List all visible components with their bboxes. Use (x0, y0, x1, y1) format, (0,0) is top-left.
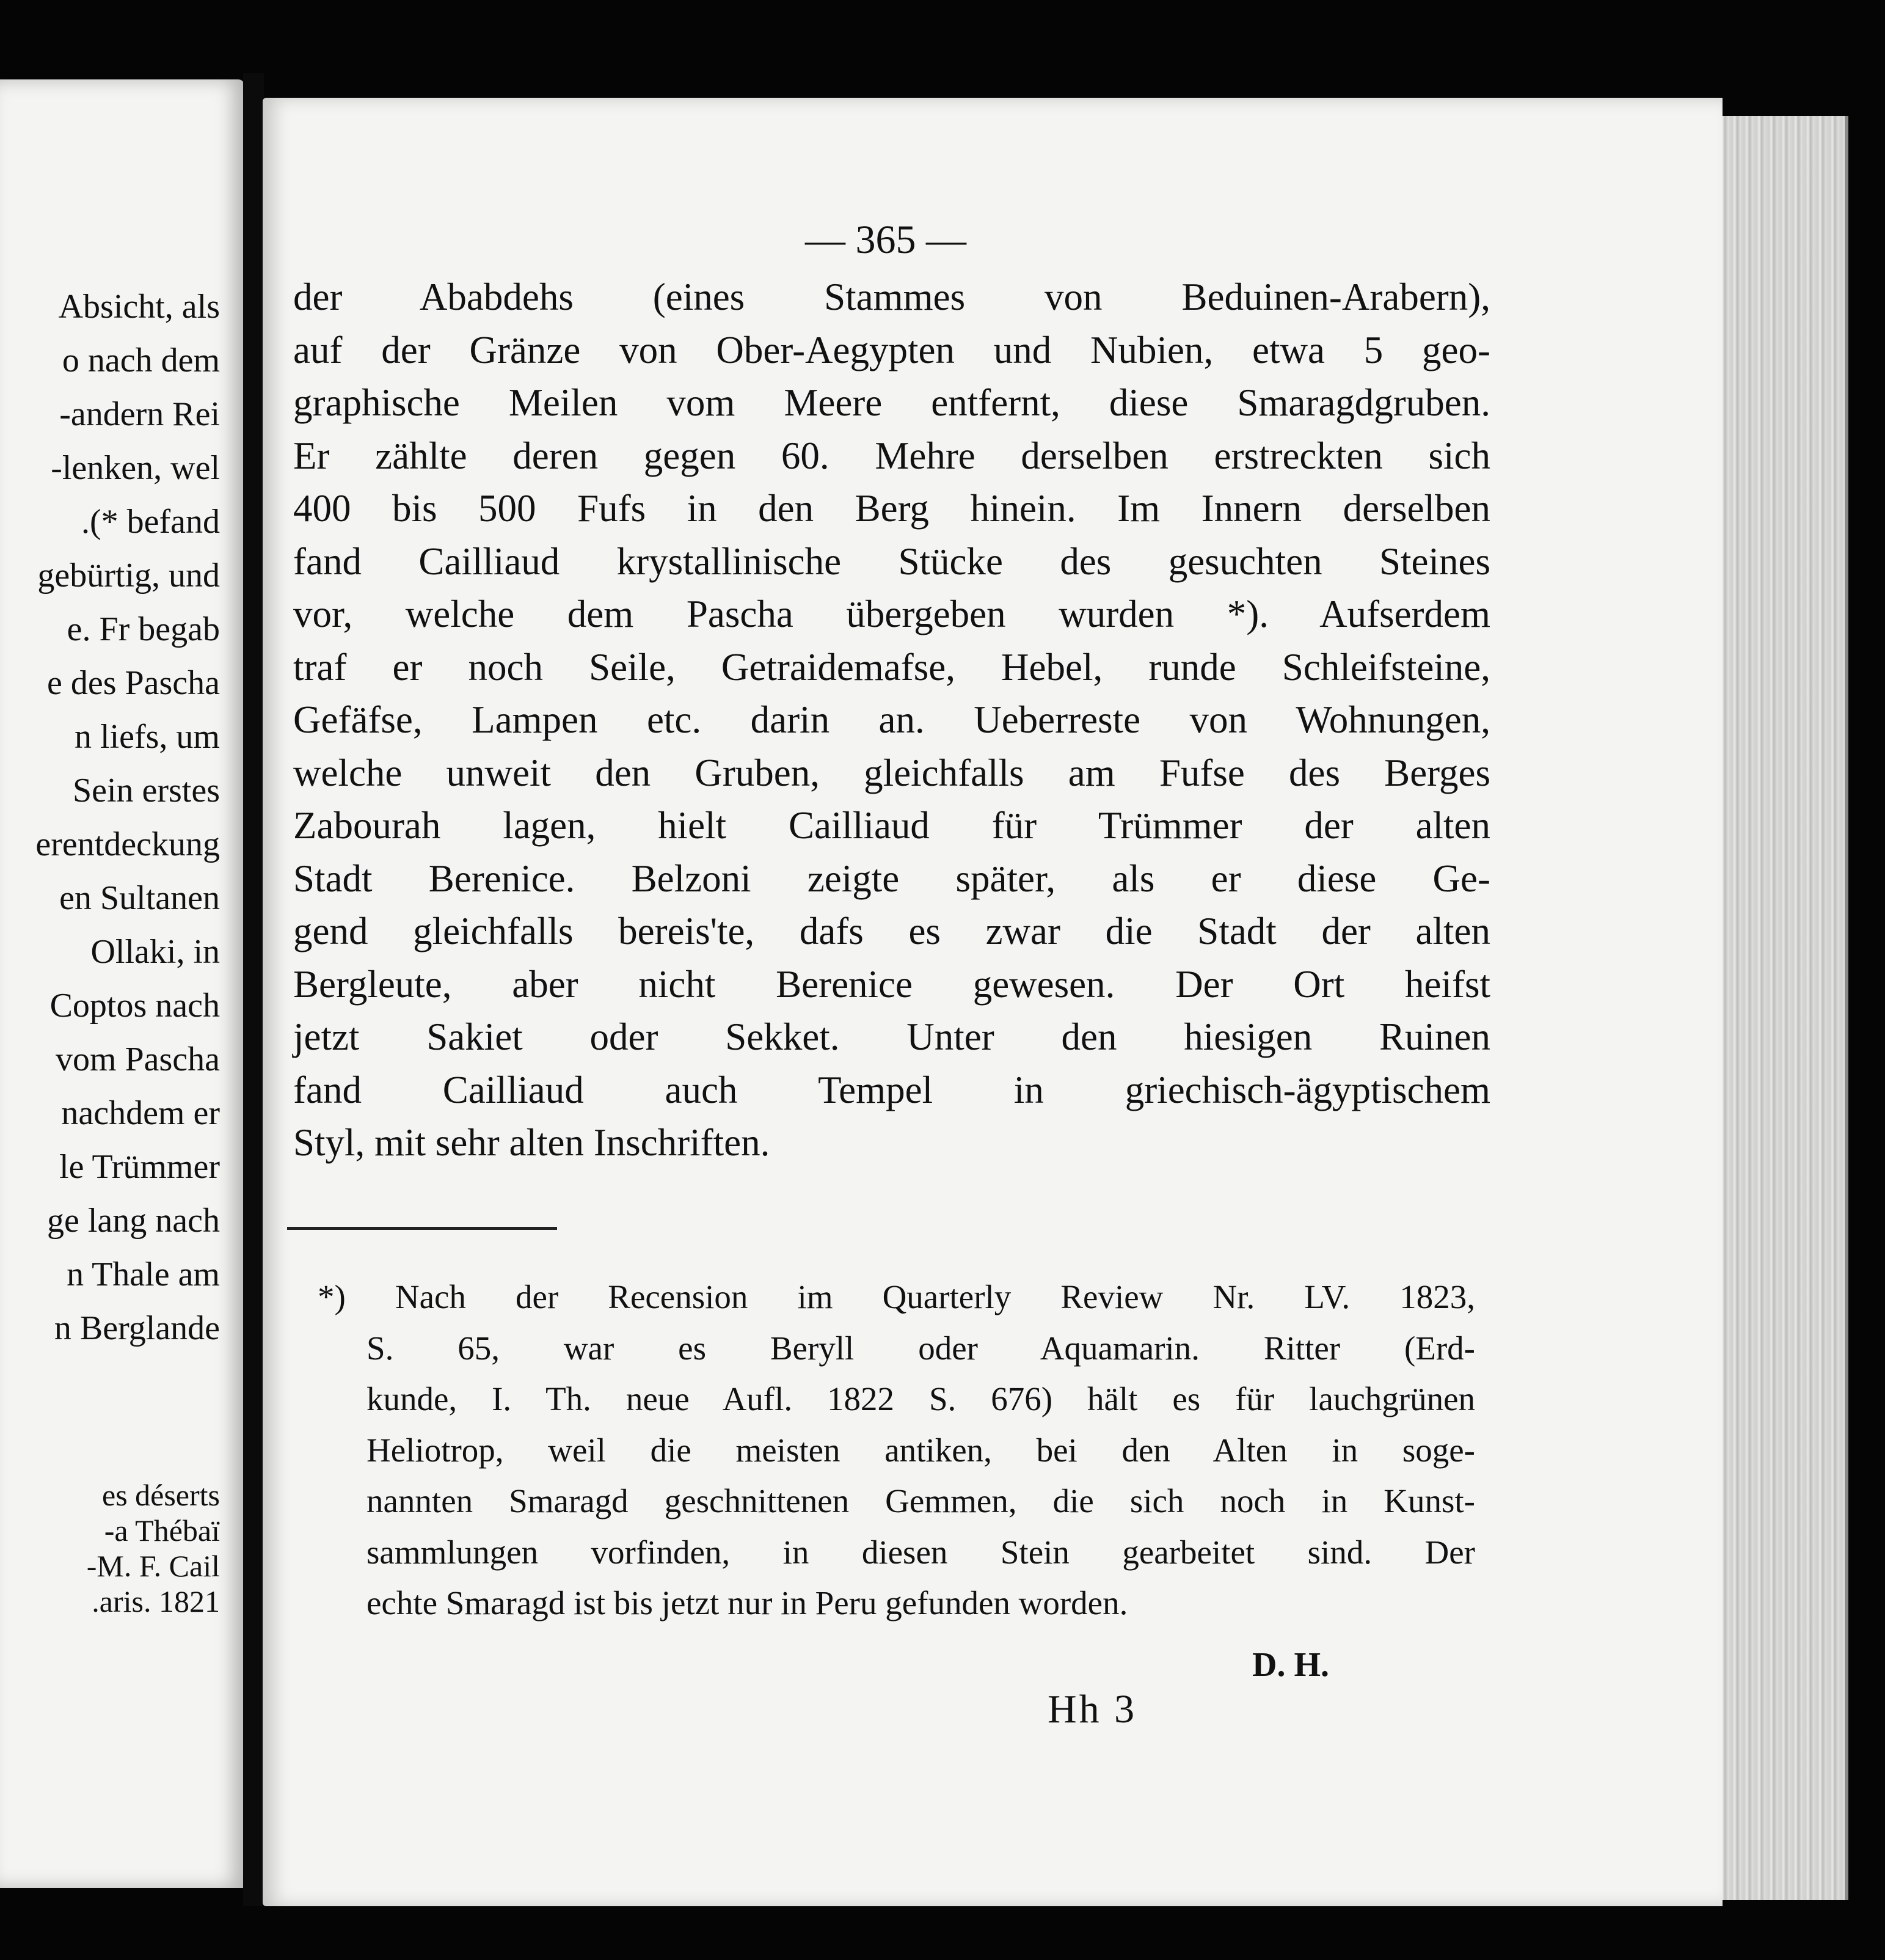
left-page-footnote-line: es déserts (102, 1478, 220, 1512)
body-line: Zabourah lagen, hielt Cailliaud für Trümmer der alten (293, 804, 1490, 847)
left-page-line: Ollaki, in (90, 933, 220, 971)
page-edges (1704, 116, 1848, 1900)
footnote-rule (287, 1227, 557, 1230)
left-page-line: n Berglande (54, 1309, 220, 1347)
footnote-line: sammlungen vorfinden, in diesen Stein gearbeitet sind. Der (366, 1533, 1475, 1571)
left-page-line: n Thale am (67, 1256, 220, 1293)
left-page-line: en Sultanen (59, 879, 220, 917)
left-page-footnote-line: a Thébaï- (104, 1513, 220, 1548)
body-line: Bergleute, aber nicht Berenice gewesen. Der Ort heifst (293, 962, 1490, 1006)
body-line: 400 bis 500 Fufs in den Berg hinein. Im Innern derselben (293, 487, 1490, 530)
left-page-line: lenken, wel- (51, 449, 220, 487)
footnote-signature: D. H. (1252, 1646, 1329, 1684)
footnote-line: Heliotrop, weil die meisten antiken, bei den Alten in soge- (366, 1431, 1475, 1469)
left-page-line: ge lang nach (47, 1202, 220, 1240)
body-line: fand Cailliaud krystallinische Stücke des gesuchten Steines (293, 539, 1490, 583)
body-line: jetzt Sakiet oder Sekket. Unter den hiesigen Ruinen (293, 1015, 1490, 1058)
footnote-line: *) Nach der Recension im Quarterly Review Nr. LV. 1823, (318, 1278, 1475, 1315)
body-line: Gefäfse, Lampen etc. darin an. Ueberreste von Wohnungen, (293, 698, 1490, 741)
body-line: der Ababdehs (eines Stammes von Beduinen-Arabern), (293, 276, 1490, 318)
body-line: vor, welche dem Pascha übergeben wurden *). Aufserdem (293, 593, 1490, 635)
footnote-line: echte Smaragd ist bis jetzt nur in Peru gefunden worden. (366, 1584, 1128, 1622)
left-page-line: andern Rei- (59, 395, 220, 433)
left-page-line: e des Pascha (46, 664, 220, 702)
left-page-line: befand *). (81, 503, 220, 541)
left-page-line: Coptos nach (49, 987, 220, 1025)
body-line: welche unweit den Gruben, gleichfalls am Fufse des Berges (293, 751, 1490, 794)
body-line: traf er noch Seile, Getraidemafse, Hebel, runde Schleifsteine, (293, 645, 1490, 689)
left-page-line: n liefs, um (75, 718, 220, 756)
footnote-line: nannten Smaragd geschnittenen Gemmen, die sich noch in Kunst- (366, 1482, 1475, 1519)
page-number: — 365 — (805, 218, 966, 262)
left-page-line: o nach dem (62, 342, 220, 379)
body-line: Er zählte deren gegen 60. Mehre derselben erstreckten sich (293, 434, 1490, 477)
footnote-line: kunde, I. Th. neue Aufl. 1822 S. 676) hält es für lauchgrünen (366, 1380, 1475, 1417)
body-line: Stadt Berenice. Belzoni zeigte später, als er diese Ge- (293, 857, 1490, 900)
body-line: auf der Gränze von Ober-Aegypten und Nubien, etwa 5 geo- (293, 328, 1490, 371)
body-line: graphische Meilen vom Meere entfernt, diese Smaragdgruben. (293, 381, 1490, 424)
body-line: Styl, mit sehr alten Inschriften. (293, 1121, 770, 1164)
left-page-line: le Trümmer (59, 1148, 220, 1186)
signature-mark: Hh 3 (1048, 1687, 1137, 1731)
left-page-line: gebürtig, und (37, 557, 220, 594)
book-gutter (243, 73, 264, 1906)
left-page-line: vom Pascha (55, 1040, 220, 1078)
left-page-line: Sein erstes (72, 772, 220, 810)
left-page-footnote-line: aris. 1821. (92, 1584, 220, 1618)
left-page-line: erentdeckung (35, 825, 220, 863)
left-page-line: Absicht, als (58, 288, 220, 326)
body-line: gend gleichfalls bereis'te, dafs es zwar die Stadt der alten (293, 910, 1490, 953)
left-page-line: nachdem er (61, 1094, 220, 1132)
footnote-line: S. 65, war es Beryll oder Aquamarin. Ritter (Erd- (366, 1329, 1475, 1367)
body-line: fand Cailliaud auch Tempel in griechisch-ägyptischem (293, 1068, 1490, 1111)
left-page-line: e. Fr begab (67, 610, 220, 648)
left-page-footnote-line: M. F. Cail- (86, 1549, 220, 1583)
